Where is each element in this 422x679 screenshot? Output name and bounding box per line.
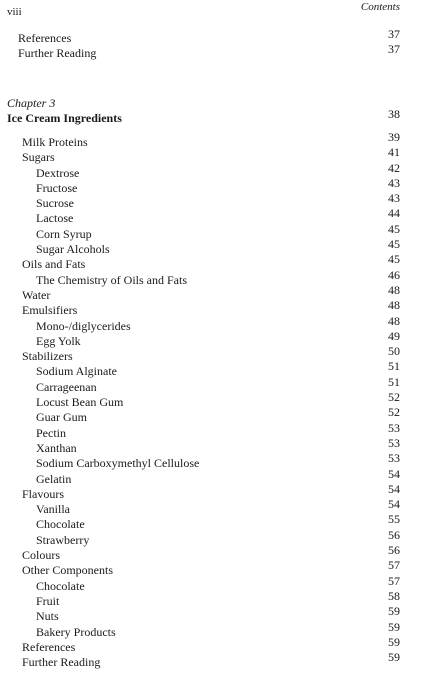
- toc-entry: [0, 313, 422, 334]
- toc-entry-page: 56: [388, 527, 400, 542]
- toc-entry: [0, 512, 422, 532]
- toc-entry: [0, 527, 422, 548]
- toc-entry-page: 59: [388, 634, 400, 649]
- toc-entry-title: Gelatin: [36, 471, 72, 486]
- toc-entry-title: Mono-/diglycerides: [36, 318, 131, 333]
- toc-entry-page: 48: [388, 282, 400, 297]
- toc-entry: [0, 175, 422, 196]
- toc-entry: [0, 588, 422, 609]
- toc-entry-page: 52: [388, 390, 400, 405]
- roman-page-number: viii: [7, 6, 22, 18]
- toc-entry-page: 59: [388, 619, 400, 634]
- toc-entry-page: 45: [388, 252, 400, 267]
- toc-entry: [0, 604, 422, 624]
- toc-entry: [0, 543, 422, 563]
- toc-entry: [0, 344, 422, 364]
- toc-entry-page: 50: [388, 344, 400, 359]
- toc-entry: [0, 634, 422, 655]
- toc-entry-title: Strawberry: [36, 532, 90, 547]
- toc-entry-page: 45: [388, 237, 400, 252]
- toc-entry-title: Nuts: [36, 609, 59, 624]
- toc-entry: [0, 619, 422, 640]
- toc-entry-title: Sucrose: [36, 196, 74, 211]
- toc-entry-title: Xanthan: [36, 440, 77, 455]
- toc-entry-title: Chocolate: [36, 578, 85, 593]
- toc-entry-page: 39: [388, 130, 400, 144]
- toc-entry: [0, 466, 422, 487]
- toc-entry-page: 57: [388, 573, 400, 588]
- toc-entry-page: 53: [388, 435, 400, 450]
- toc-entry-title: Vanilla: [36, 502, 70, 517]
- toc-entry-page: 48: [388, 298, 400, 313]
- previous-chapter-entries: [0, 27, 422, 62]
- toc-entry-title: Guar Gum: [36, 410, 87, 425]
- toc-entry-title: Oils and Fats: [22, 257, 86, 272]
- toc-entry: [0, 435, 422, 456]
- toc-entry-page: 49: [388, 328, 400, 343]
- toc-entry-title: Dextrose: [36, 165, 80, 180]
- toc-entry-page: 43: [388, 191, 400, 206]
- toc-entry-title: Other Components: [22, 563, 113, 578]
- toc-entry: [0, 573, 422, 594]
- toc-entry: [0, 191, 422, 211]
- toc-entry-page: 58: [388, 588, 400, 603]
- toc-entry: [0, 145, 422, 165]
- toc-entry-title: Colours: [22, 548, 61, 563]
- toc-entry: [0, 650, 422, 670]
- toc-entry-page: 46: [388, 267, 400, 282]
- chapter-title: Ice Cream Ingredients: [7, 111, 122, 125]
- toc-entry-title: Sugars: [22, 150, 55, 165]
- toc-entry: [0, 558, 422, 578]
- toc-entry-title: Sodium Alginate: [36, 364, 117, 379]
- toc-entry-title: Sugar Alcohols: [36, 242, 110, 257]
- chapter-page-number: 38: [388, 107, 400, 121]
- toc-entry-page: 53: [388, 420, 400, 435]
- toc-entry-page: 48: [388, 313, 400, 328]
- toc-entry-page: 53: [388, 451, 400, 466]
- toc-entry-title: Egg Yolk: [36, 333, 81, 348]
- toc-entry-title: The Chemistry of Oils and Fats: [36, 272, 187, 287]
- toc-entry-page: 37: [388, 27, 400, 41]
- running-title: Contents: [360, 1, 400, 13]
- toc-entry-title: Fructose: [36, 180, 78, 195]
- toc-entry: [0, 420, 422, 441]
- toc-entry: [0, 282, 422, 303]
- toc-entry: [0, 390, 422, 410]
- toc-entry: [0, 405, 422, 425]
- toc-entry-page: 55: [388, 512, 400, 527]
- toc-entry-title: Further Reading: [22, 655, 101, 670]
- toc-entry: [0, 221, 422, 242]
- toc-entry-page: 42: [388, 160, 400, 175]
- toc-entry: [0, 160, 422, 181]
- toc-entry-page: 59: [388, 650, 400, 665]
- toc-entry-page: 57: [388, 558, 400, 573]
- toc-entry: [0, 237, 422, 257]
- toc-entry-title: Lactose: [36, 211, 74, 226]
- chapter-entries: [0, 130, 422, 670]
- toc-entry: [0, 130, 422, 150]
- toc-entry-title: Further Reading: [18, 46, 97, 61]
- toc-entry-page: 59: [388, 604, 400, 619]
- toc-entry-title: Fruit: [36, 593, 60, 608]
- toc-entry-page: 51: [388, 359, 400, 374]
- toc-entry: [0, 267, 422, 288]
- toc-entry-title: Emulsifiers: [22, 303, 78, 318]
- toc-entry-title: Pectin: [36, 425, 66, 440]
- toc-entry-page: 54: [388, 481, 400, 496]
- toc-entry: [0, 206, 422, 226]
- toc-entry-title: Carrageenan: [36, 379, 97, 394]
- toc-entry-page: 45: [388, 221, 400, 236]
- toc-entry: [0, 451, 422, 471]
- toc-entry-title: References: [18, 31, 72, 45]
- toc-entry-page: 54: [388, 466, 400, 481]
- toc-entry-page: 37: [388, 42, 400, 57]
- toc-entry-title: Milk Proteins: [22, 135, 88, 149]
- toc-entry-page: 43: [388, 175, 400, 190]
- toc-entry-title: Water: [22, 287, 51, 302]
- toc-entry-title: References: [22, 639, 76, 654]
- toc-entry-page: 56: [388, 543, 400, 558]
- toc-entry: [0, 497, 422, 517]
- toc-entry-title: Flavours: [22, 486, 64, 501]
- toc-entry-page: 54: [388, 497, 400, 512]
- chapter-label: Chapter 3: [7, 96, 56, 110]
- toc-entry: [0, 374, 422, 395]
- toc-entry: [0, 328, 422, 349]
- toc-entry-page: 52: [388, 405, 400, 420]
- toc-entry: [0, 252, 422, 272]
- toc-entry-title: Stabilizers: [22, 349, 73, 364]
- toc-entry-title: Sodium Carboxymethyl Cellulose: [36, 456, 200, 471]
- toc-entry-page: 41: [388, 145, 400, 160]
- toc-entry: [0, 481, 422, 502]
- toc-entry-title: Locust Bean Gum: [36, 395, 124, 410]
- toc-entry: [0, 359, 422, 379]
- toc-entry: [0, 42, 422, 61]
- toc-entry: [0, 298, 422, 318]
- toc-entry-page: 51: [388, 374, 400, 389]
- toc-entry-page: 44: [388, 206, 400, 221]
- toc-entry-title: Corn Syrup: [36, 226, 92, 241]
- toc-entry-title: Chocolate: [36, 517, 85, 532]
- toc-entry: [0, 27, 422, 46]
- toc-entry-title: Bakery Products: [36, 624, 116, 639]
